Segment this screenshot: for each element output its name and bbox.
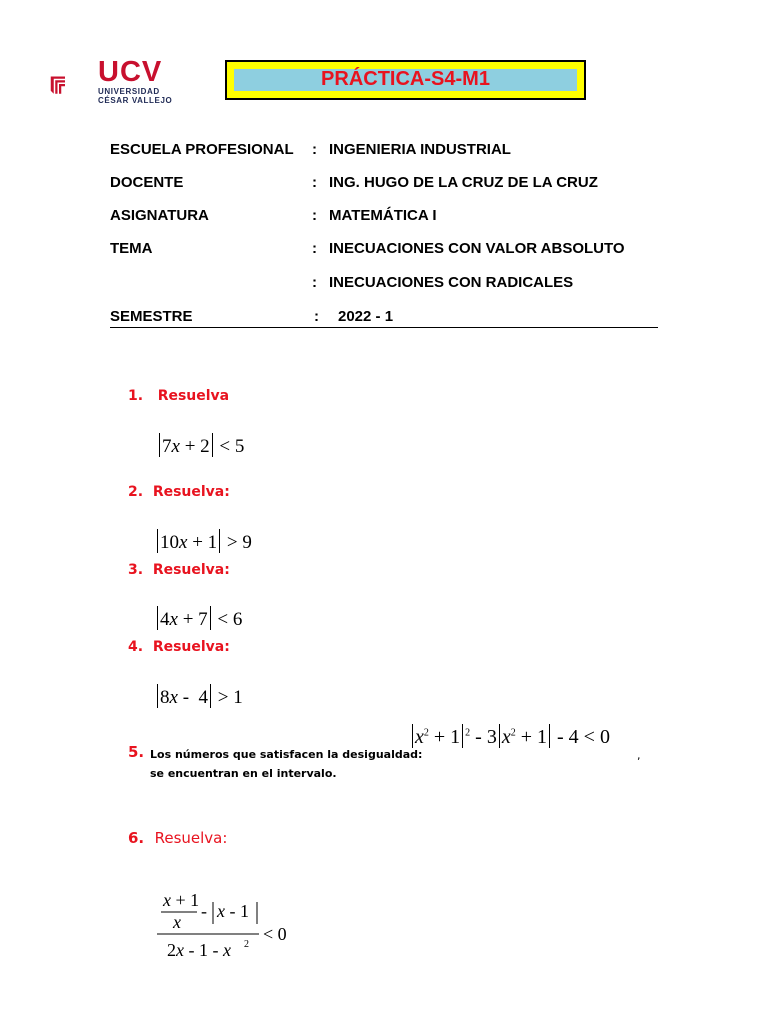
question-5-text-2: se encuentran en el intervalo.: [150, 767, 337, 780]
header-label: SEMESTRE: [110, 308, 193, 325]
question-5-text: Los números que satisfacen la desigualdad:: [150, 748, 423, 761]
header-colon: :: [314, 308, 319, 325]
svg-text:2: 2: [244, 939, 249, 950]
header-value: MATEMÁTICA I: [329, 207, 437, 224]
expression-2: 10x + 1 > 9: [155, 529, 252, 554]
ucv-logo: [50, 58, 95, 110]
question-3-label: [128, 562, 230, 578]
question-number: 1.: [128, 388, 144, 404]
question-text: Resuelva:: [154, 829, 228, 847]
logo-text: [98, 57, 172, 105]
header-value: ING. HUGO DE LA CRUZ DE LA CRUZ: [329, 174, 598, 191]
question-number: 3.: [128, 562, 144, 578]
header-value: INGENIERIA INDUSTRIAL: [329, 141, 511, 158]
expression-1: 7x + 2 < 5: [157, 433, 244, 458]
question-5-number: 5.: [128, 743, 145, 761]
expression-4: 8x - 4 > 1: [155, 684, 243, 709]
header-colon: :: [312, 141, 317, 158]
expression-3: 4x + 7 < 6: [155, 606, 242, 631]
header-value: INECUACIONES CON RADICALES: [329, 274, 574, 291]
svg-text:2x - 1 - x: 2x - 1 - x: [167, 940, 231, 960]
expression-5: $x^2 + 1$ $^2$ - 3 $x^2 + 1 - 4 < 0$: [410, 724, 610, 749]
header-value: INECUACIONES CON VALOR ABSOLUTO: [329, 240, 625, 257]
header-label: TEMA: [110, 240, 153, 257]
svg-text:x - 1: x - 1: [217, 901, 249, 921]
logo-sub2: CÉSAR VALLEJO: [98, 96, 173, 105]
header-colon: :: [312, 240, 317, 257]
question-number: 4.: [128, 639, 144, 655]
question-6-label: [128, 829, 227, 847]
page-title: PRÁCTICA-S4-M1: [234, 69, 577, 91]
header-label: ASIGNATURA: [110, 207, 209, 224]
header-value: 2022 - 1: [338, 308, 394, 325]
header-colon: :: [312, 174, 317, 191]
question-4-label: [128, 639, 230, 655]
svg-text:x + 1: x + 1: [163, 890, 200, 910]
svg-text:-: -: [201, 901, 207, 921]
question-5-trail: ,: [637, 749, 641, 762]
logo-sub1: UNIVERSIDAD: [98, 87, 160, 96]
svg-text:< 0: < 0: [263, 924, 287, 944]
question-text: Resuelva: [157, 388, 230, 404]
question-text: Resuelva:: [152, 639, 230, 655]
header-label: ESCUELA PROFESIONAL: [110, 141, 294, 158]
logo-name: UCV: [98, 56, 163, 88]
title-box: [225, 60, 586, 100]
question-number: 6.: [128, 829, 145, 847]
header-label: DOCENTE: [110, 174, 184, 191]
question-text: Resuelva:: [152, 562, 230, 578]
svg-text:x: x: [173, 912, 181, 932]
question-1-label: [128, 388, 229, 404]
question-2-label: [128, 484, 230, 500]
question-number: 2.: [128, 484, 144, 500]
header-colon: :: [312, 207, 317, 224]
question-text: Resuelva:: [152, 484, 230, 500]
header-divider: [110, 327, 658, 328]
expression-6: [155, 888, 295, 964]
header-colon: :: [312, 274, 317, 291]
